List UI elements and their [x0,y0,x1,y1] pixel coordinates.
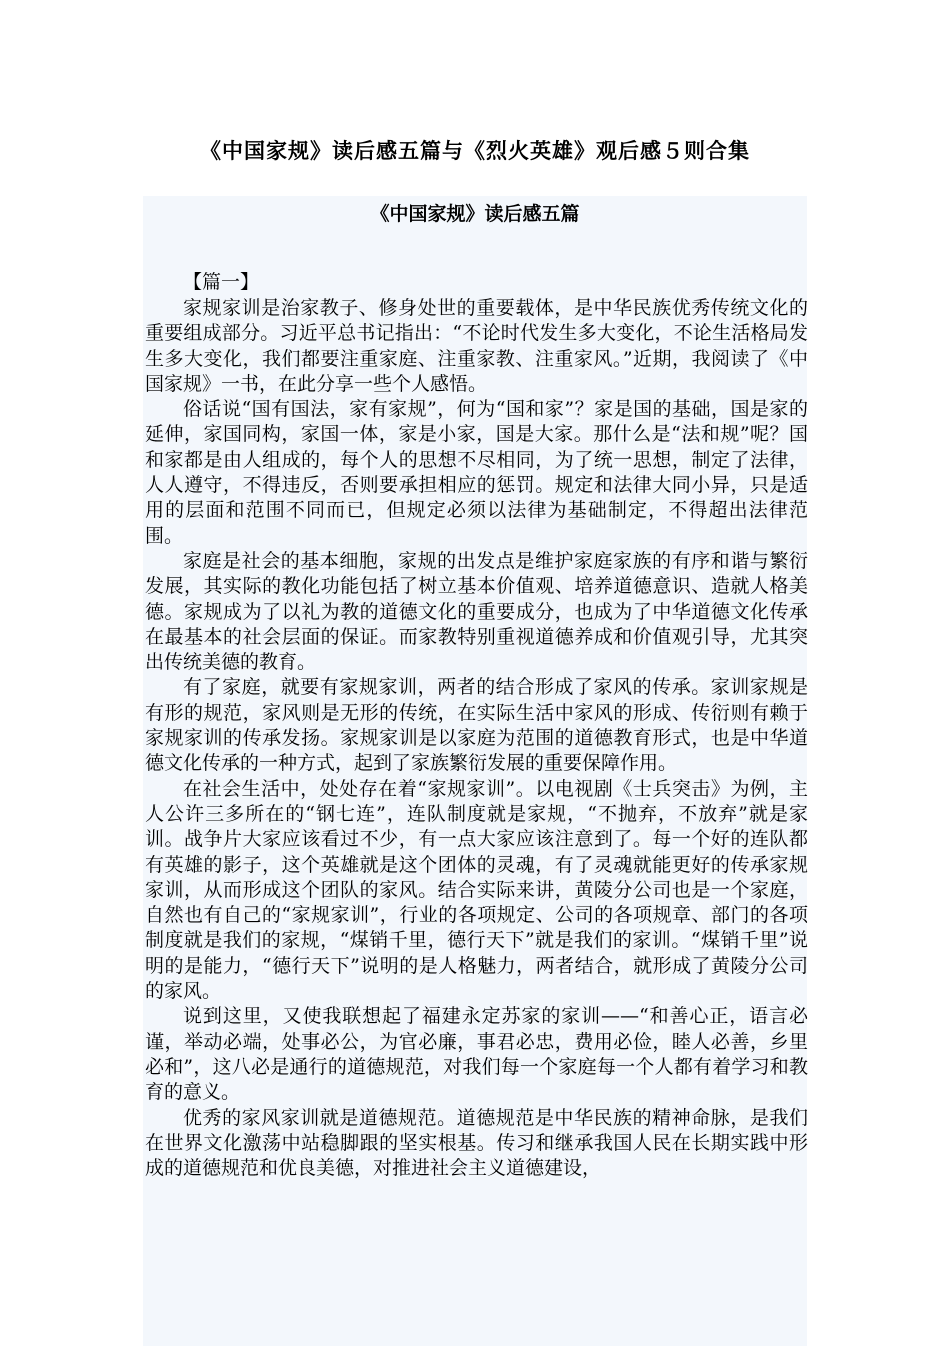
paragraph-3: 家庭是社会的基本细胞，家规的出发点是维护家庭家族的有序和谐与繁衍发展，其实际的教化功能包括了树立基本价值观、培养道德意识、造就人格美德。家规成为了以礼为教的道德文化的重要成分，也成为了中华道德文化传承在最基本的社会层面的保证。而家教特别重视道德养成和价值观引导，尤其突出传统美德的教育。 [145,549,808,674]
content-block [143,196,807,1346]
document-title: 《中国家规》读后感五篇与《烈火英雄》观后感５则合集 [200,139,750,163]
paragraph-2: 俗话说“国有国法，家有家规”，何为“国和家”？家是国的基础，国是家的延伸，家国同构，家国一体，家是小家，国是大家。那什么是“法和规”呢？国和家都是由人组成的，每个人的思想不尽相同，为了统一思想，制定了法律，人人遵守，不得违反，否则要承担相应的惩罚。规定和法律大同小异，只是适用的层面和范围不同而已，但规定必须以法律为基础制定，不得超出法律范围。 [145,398,808,547]
paragraph-7: 优秀的家风家训就是道德规范。道德规范是中华民族的精神命脉，是我们在世界文化激荡中站稳脚跟的坚实根基。传习和继承我国人民在长期实践中形成的道德规范和优良美德，对推进社会主义道德建设， [145,1106,808,1180]
part-label: 【篇一】 [183,271,260,293]
paragraph-1: 家规家训是治家教子、修身处世的重要载体，是中华民族优秀传统文化的重要组成部分。习近平总书记指出：“不论时代发生多大变化，不论生活格局发生多大变化，我们都要注重家庭、注重家教、注重家风。”近期，我阅读了《中国家规》一书，在此分享一些个人感悟。 [145,297,808,395]
body-text [145,296,808,1181]
section-title: 《中国家规》读后感五篇 [370,203,580,225]
paragraph-6: 说到这里，又使我联想起了福建永定苏家的家训——“和善心正，语言必谨，举动必端，处事必公，为官必廉，事君必忠，费用必俭，睦人必善，乡里必和”，这八必是通行的道德规范，对我们每一个家庭每一个人都有着学习和教育的意义。 [145,1005,808,1104]
paragraph-5: 在社会生活中，处处存在着“家规家训”。以电视剧《士兵突击》为例，主人公许三多所在的“钢七连”，连队制度就是家规，“不抛弃，不放弃”就是家训。战争片大家应该看过不少，有一点大家应该注意到了。每一个好的连队都有英雄的影子，这个英雄就是这个团体的灵魂，有了灵魂就能更好的传承家规家训，从而形成这个团队的家风。结合实际来讲，黄陵分公司也是一个家庭，自然也有自己的“家规家训”，行业的各项规定、公司的各项规章、部门的各项制度就是我们的家规，“煤销千里，德行天下”就是我们的家训。“煤销千里”说明的是能力，“德行天下”说明的是人格魅力，两者结合，就形成了黄陵分公司的家风。 [145,777,808,1003]
paragraph-4: 有了家庭，就要有家规家训，两者的结合形成了家风的传承。家训家规是有形的规范，家风则是无形的传统，在实际生活中家风的形成、传衍则有赖于家规家训的传承发扬。家规家训是以家庭为范围的道德教育形式，也是中华道德文化传承的一种方式，起到了家族繁衍发展的重要保障作用。 [145,676,808,775]
